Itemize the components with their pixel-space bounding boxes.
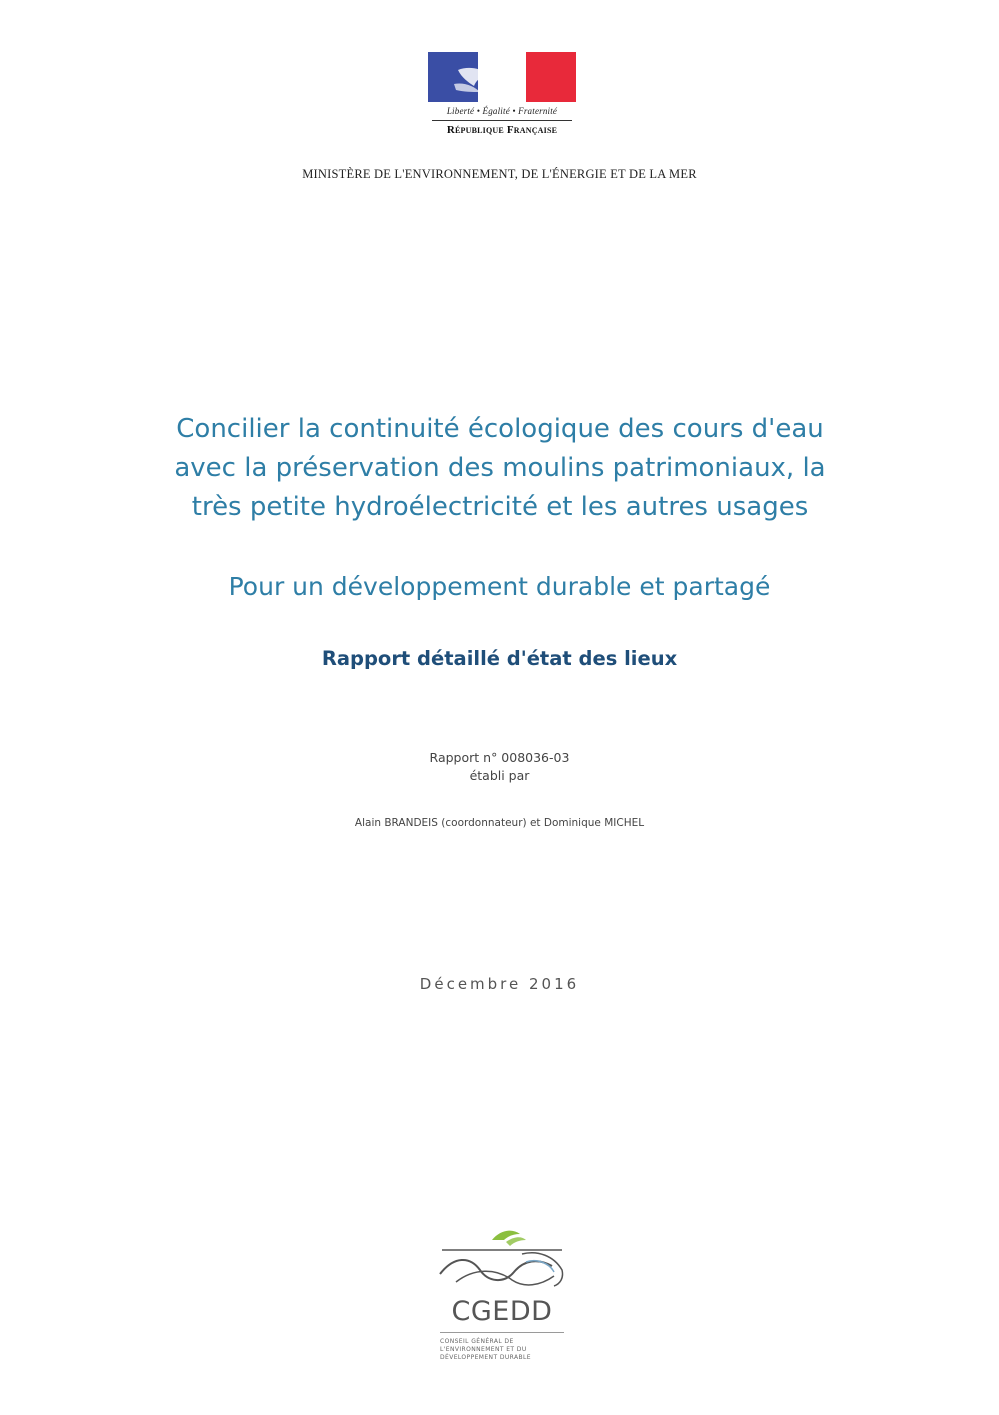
report-title	[100, 410, 900, 527]
cgedd-emblem-icon	[434, 1226, 570, 1296]
cgedd-divider	[440, 1332, 564, 1333]
established-by: établi par	[469, 768, 530, 783]
title-line: très petite hydroélectricité et les autres usages	[191, 492, 809, 522]
cgedd-full-name: CONSEIL GÉNÉRAL DE L'ENVIRONNEMENT ET DU DÉVELOPPEMENT DURABLE	[440, 1338, 531, 1361]
cgedd-logo	[434, 1226, 570, 1376]
title-line: avec la préservation des moulins patrimoniaux, la	[174, 453, 826, 483]
report-subtitle: Pour un développement durable et partagé	[228, 572, 771, 601]
ministry-name: MINISTÈRE DE L'ENVIRONNEMENT, DE L'ÉNERGIE ET DE LA MER	[302, 167, 697, 181]
marianne-profile-icon	[428, 52, 576, 102]
republique-francaise-logo	[428, 52, 576, 142]
report-type: Rapport détaillé d'état des lieux	[321, 647, 678, 670]
title-line: Concilier la continuité écologique des cours d'eau	[176, 414, 824, 444]
authors: Alain BRANDEIS (coordonnateur) et Dominique MICHEL	[354, 817, 645, 829]
republic-motto: Liberté • Égalité • Fraternité	[446, 106, 558, 116]
report-date: Décembre 2016	[419, 975, 580, 993]
cgedd-acronym: CGEDD	[451, 1296, 553, 1327]
report-number: Rapport n° 008036-03	[429, 750, 570, 765]
logo-divider	[432, 120, 572, 121]
republic-name: République Française	[446, 124, 558, 136]
marianne-flag	[428, 52, 576, 102]
